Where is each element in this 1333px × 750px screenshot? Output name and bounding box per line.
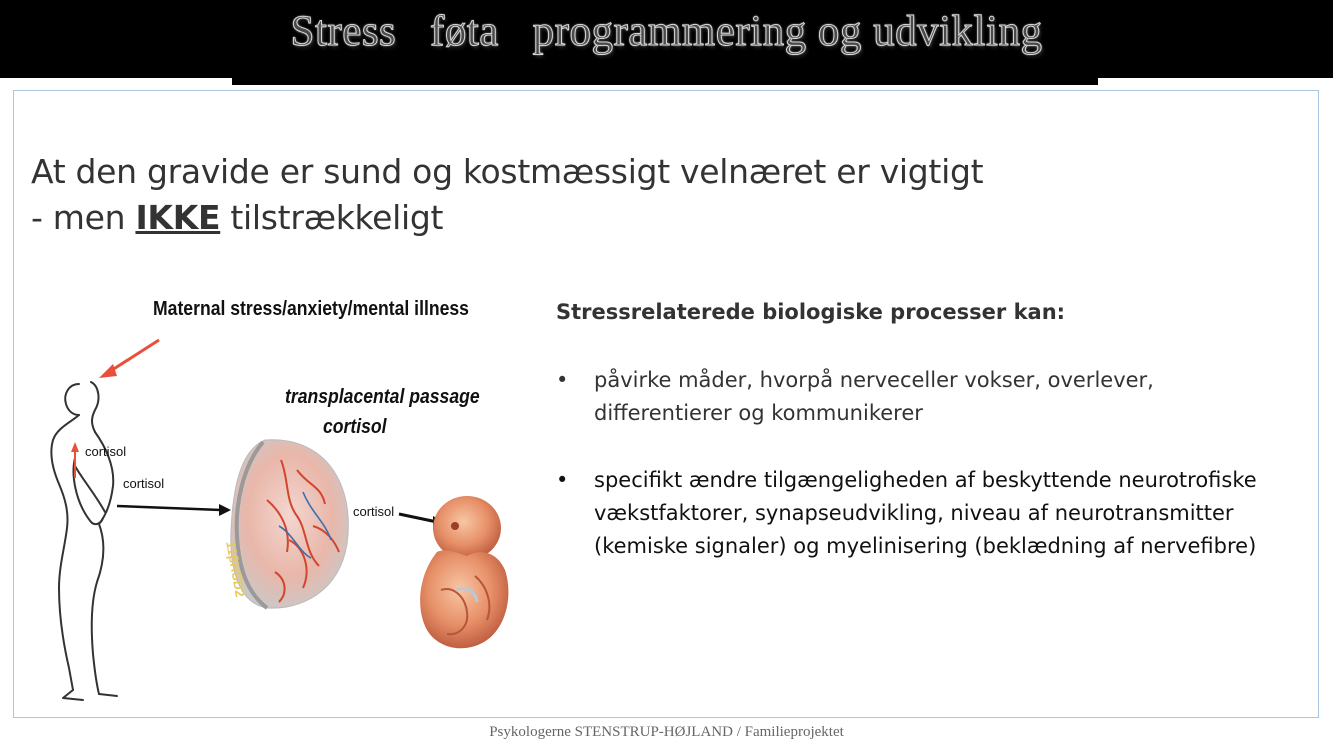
list-item-text: påvirke måder, hvorpå nerveceller vokser, overlever, differentierer og kommunikerer: [594, 368, 1154, 425]
label-cortisol-mother-rise: cortisol: [85, 444, 127, 459]
cortisol-rise-arrow: [71, 442, 79, 478]
heading-line-1: At den gravide er sund og kostmæssigt velnæret er vigtigt: [31, 152, 984, 191]
label-maternal-stress: Maternal stress/anxiety/mental illness: [153, 298, 469, 320]
bullet-icon: •: [556, 468, 569, 492]
title-bar-notch: [232, 76, 1098, 85]
heading-suffix: tilstrækkeligt: [220, 198, 444, 237]
stress-cortisol-figure: [35, 290, 515, 710]
list-item: [556, 464, 1276, 563]
processes-section: [556, 296, 1276, 597]
slide-heading: [31, 149, 1231, 241]
label-cortisol-mother: cortisol: [123, 476, 165, 491]
label-transplacental-passage: transplacental passage: [285, 386, 480, 408]
heading-prefix: - men: [31, 198, 136, 237]
list-item-text: specifikt ændre tilgængeligheden af beskyttende neurotrofiske vækstfaktorer, synapseudvikling, niveau af neurotransmitter (kemiske signaler) og myelinisering (beklædning af nervefibre): [594, 468, 1257, 558]
processes-list: [556, 364, 1276, 563]
processes-subheading: Stressrelaterede biologiske processer kan:: [556, 300, 1066, 324]
heading-emphasis-ikke: IKKE: [135, 198, 221, 237]
stress-arrow: [99, 340, 159, 378]
label-enzyme: 11βHSD2: [223, 540, 248, 599]
arrow-mother-to-placenta: [117, 504, 231, 516]
slide-title: Stress føta programmering og udvikling: [290, 8, 1043, 55]
slide-footer: Psykologerne STENSTRUP-HØJLAND / Familieprojektet: [489, 724, 844, 740]
placenta-image: [231, 440, 349, 608]
label-cortisol: cortisol: [323, 416, 387, 438]
bullet-icon: •: [556, 368, 569, 392]
mother-figure: [51, 382, 117, 700]
list-item: [556, 364, 1276, 430]
label-cortisol-fetus: cortisol: [353, 504, 395, 519]
figure-illustration: [35, 290, 515, 710]
heading-line-2: [31, 195, 1231, 241]
